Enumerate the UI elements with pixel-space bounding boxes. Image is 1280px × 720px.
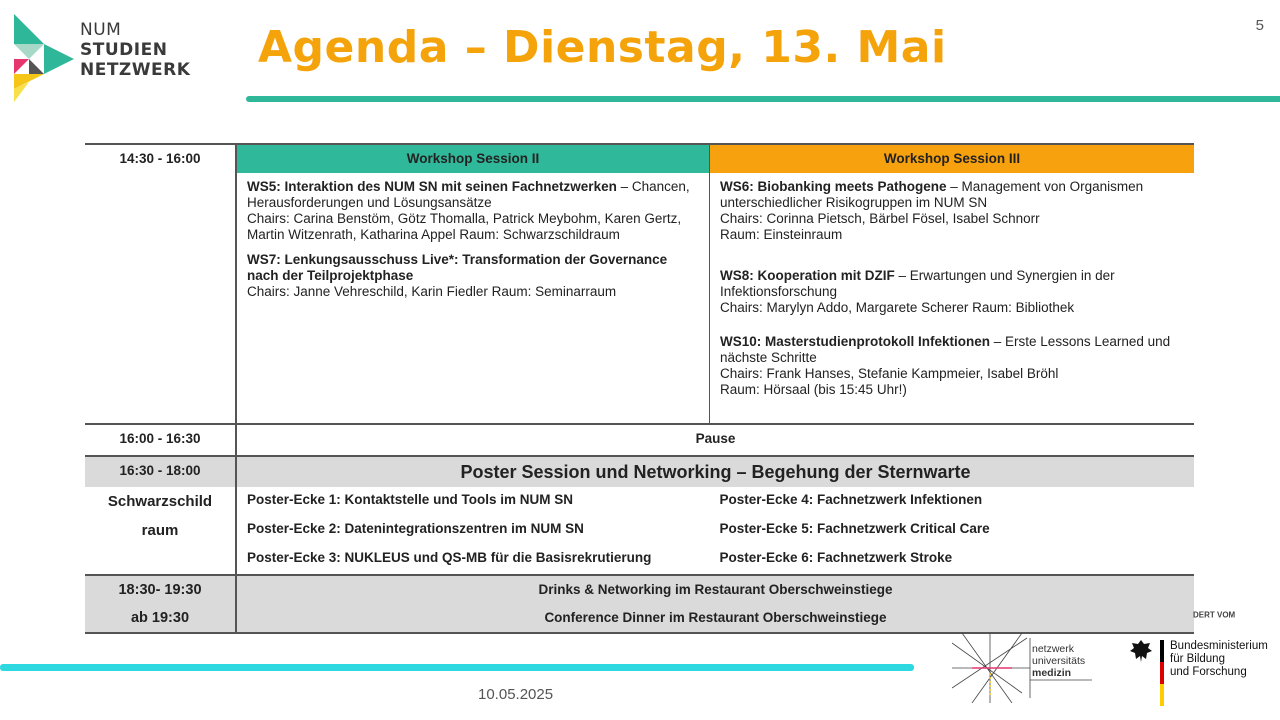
nwu-line-1: netzwerk <box>1032 643 1075 655</box>
page-title: Agenda – Dienstag, 13. Mai <box>258 22 947 73</box>
poster-row-1 <box>85 487 1194 516</box>
page-number: 5 <box>1255 17 1264 34</box>
pause-time: 16:00 - 16:30 <box>85 424 236 456</box>
bottom-bar <box>0 664 914 671</box>
ws5-title: WS5: Interaktion des NUM SN mit seinen Fachnetzwerken <box>247 179 617 194</box>
evening-row-2 <box>85 604 1194 633</box>
ws6-room: Raum: Einsteinraum <box>720 227 843 242</box>
session-3-content <box>710 173 1195 424</box>
ws6-title: WS6: Biobanking meets Pathogene <box>720 179 947 194</box>
pause-row <box>85 424 1194 456</box>
federal-eagle-icon <box>1128 638 1154 664</box>
gefoerdert-label: DERT VOM <box>1193 611 1236 620</box>
workshop-ws7 <box>247 252 699 300</box>
bmbf-text <box>1170 640 1268 679</box>
logo-line-3: NETZWERK <box>80 60 191 80</box>
dinner-time: ab 19:30 <box>85 604 236 633</box>
bmbf-line-3: und Forschung <box>1170 666 1247 678</box>
nwu-line-3: medizin <box>1032 667 1072 679</box>
poster-corner-3: Poster-Ecke 3: NUKLEUS und QS-MB für die Basisrekrutierung <box>247 550 652 565</box>
session-content-row <box>85 173 1194 424</box>
agenda-table <box>85 143 1194 634</box>
drinks-label: Drinks & Networking im Restaurant Oberschweinstiege <box>236 575 1194 604</box>
workshop-ws5 <box>247 179 699 243</box>
ws5-chairs: Chairs: Carina Benstöm, Götz Thomalla, Patrick Meybohm, Karen Gertz, Martin Witzenrath, Katharina Appel Raum: Schwarzschildraum <box>247 211 682 242</box>
ws10-title: WS10: Masterstudienprotokoll Infektionen <box>720 334 991 349</box>
poster-room <box>85 487 236 575</box>
poster-corner-6: Poster-Ecke 6: Fachnetzwerk Stroke <box>719 550 953 565</box>
ws6-chairs: Chairs: Corinna Pietsch, Bärbel Fösel, Isabel Schnorr <box>720 211 1040 226</box>
drinks-time: 18:30- 19:30 <box>85 575 236 604</box>
logo-line-1: NUM <box>80 20 122 40</box>
nwu-line-2: universitäts <box>1032 655 1086 667</box>
ws8-subtitle: – Erwartungen und Synergien in der Infektionsforschung <box>720 268 1115 299</box>
poster-corner-5: Poster-Ecke 5: Fachnetzwerk Critical Care <box>719 521 990 536</box>
ws10-room: Raum: Hörsaal (bis 15:45 Uhr!) <box>720 382 907 397</box>
num-logo-icon <box>14 14 74 104</box>
session-time: 14:30 - 16:00 <box>85 144 236 424</box>
footer-date: 10.05.2025 <box>478 686 554 703</box>
ws8-chairs: Chairs: Marylyn Addo, Margarete Scherer Raum: Bibliothek <box>720 300 1075 315</box>
poster-corner-2: Poster-Ecke 2: Datenintegrationszentren im NUM SN <box>247 521 584 536</box>
poster-room-line-2: raum <box>141 522 179 539</box>
ws10-subtitle: – Erste Lessons Learned und nächste Schritte <box>720 334 1171 365</box>
logo-text <box>80 20 190 80</box>
workshop-session-2-header: Workshop Session II <box>236 144 710 173</box>
logo-line-2: STUDIEN <box>80 40 168 60</box>
poster-row-2 <box>85 516 1194 545</box>
poster-row-3 <box>85 545 1194 575</box>
dinner-label: Conference Dinner im Restaurant Oberschweinstiege <box>236 604 1194 633</box>
poster-corner-1: Poster-Ecke 1: Kontaktstelle und Tools im NUM SN <box>247 492 574 507</box>
evening-row-1 <box>85 575 1194 604</box>
poster-room-line-1: Schwarzschild <box>107 493 213 510</box>
workshop-ws8 <box>720 268 1184 316</box>
session-header-row <box>85 144 1194 173</box>
poster-title: Poster Session und Networking – Begehung der Sternwarte <box>236 456 1194 487</box>
session-2-content <box>236 173 710 424</box>
bmbf-line-2: für Bildung <box>1170 653 1225 665</box>
nwu-text <box>1032 643 1085 679</box>
german-flag-bar <box>1160 640 1164 706</box>
workshop-ws10 <box>720 334 1184 398</box>
workshop-session-3-header: Workshop Session III <box>710 144 1195 173</box>
bmbf-line-1: Bundesministerium <box>1170 640 1268 652</box>
ws10-chairs: Chairs: Frank Hanses, Stefanie Kampmeier, Isabel Bröhl <box>720 366 1059 381</box>
title-underline <box>246 96 1280 102</box>
ws7-title: WS7: Lenkungsausschuss Live*: Transformation der Governance nach der Teilprojektphase <box>247 252 668 283</box>
pause-label: Pause <box>695 431 736 446</box>
poster-corner-4: Poster-Ecke 4: Fachnetzwerk Infektionen <box>719 492 983 507</box>
ws5-subtitle: – Chancen, Herausforderungen und Lösungsansätze <box>247 179 690 210</box>
ws8-title: WS8: Kooperation mit DZIF <box>720 268 895 283</box>
workshop-ws6 <box>720 179 1184 243</box>
ws7-chairs: Chairs: Janne Vehreschild, Karin Fiedler Raum: Seminarraum <box>247 284 617 299</box>
ws6-subtitle: – Management von Organismen unterschiedlicher Risikogruppen im NUM SN <box>720 179 1144 210</box>
poster-header-row <box>85 456 1194 487</box>
poster-time: 16:30 - 18:00 <box>85 456 236 487</box>
